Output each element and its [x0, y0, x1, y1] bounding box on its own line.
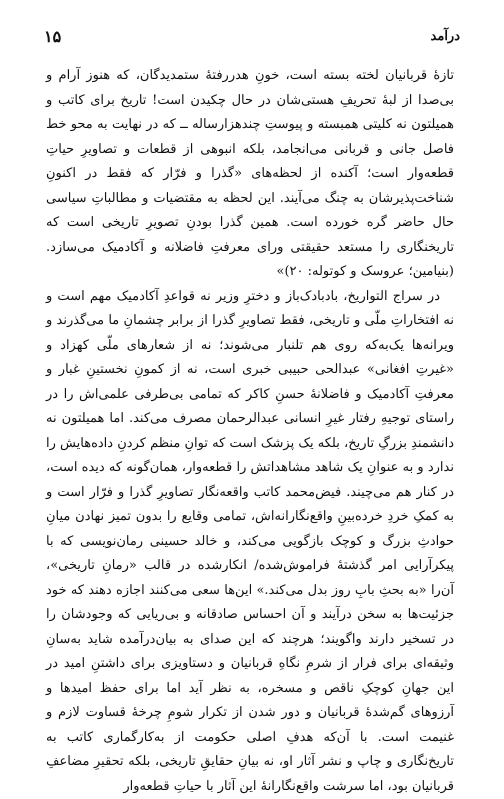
- running-head: درآمد: [431, 29, 460, 44]
- body-text: [46, 64, 454, 799]
- paragraph-main: در سراج التواریخ، بادبادک‌باز و دخترِ وزیر نه قواعدِ آکادمیک مهم است و نه افتخاراتِ ملّی و تاریخی، فقط تصاویرِ گذرا از برابر چشمانِ ما می‌گذرند و ویرانه‌ها یک‌به‌که روی هم تلنبار می‌شوند؛ نه از شعارهای ملّی کهزاد و «غیرتِ افغانی» عبدالحی حبیبی خبری است، نه از کمونِ نخستینِ غبار و معرفتِ آکادمیک و فاضلانهٔ حسنِ کاکر که تمامی بی‌طرفی علمی‌اش را در راستای توجیهِ رفتار غیرِ انسانی عبدالرحمان مصرف می‌کند. اما همیلتون نه دانشمندِ بزرگِ تاریخ، بلکه یک پزشک است که توانِ منظم کردنِ داده‌هایش را ندارد و به عنوانِ یک شاهد مشاهداتش را قطعه‌وار، همان‌گونه که دیده است، در کنار هم می‌چیند. فیض‌محمد کاتب واقعه‌نگار تصاویرِ گذرا و فرّار است و به کمکِ خردِ خرده‌بینِ واقع‌نگارانه‌اش، تمامی وقایع را بدون تمیز نهادن میانِ حوادثِ بزرگ و کوچک بازگویی می‌کند، و خالد حسینی رمان‌نویسی که با پیکرآرایی امر گذشتهٔ فراموش‌شده/ انکارشده در قالب «رمانِ تاریخی»، آن‌را «به بحثِ بابِ روز بدل می‌کند.» این‌ها سعی می‌کنند اجازه دهند که خود جزئیت‌ها به سخن درآیند و آن احساس صادقانه و بی‌ریایی که وجودشان را در تسخیر دارند واگویند؛ هرچند که این صدای به بیان‌درآمده شاید به‌سانِ وثیقه‌ای برای فرار از شرمِ نگاهِ قربانیان و دستاویزی برای داشتنِ امید در این جهانِ کوچکِ ناقص و مسخره، به نظر آید اما برای حفظ امیدها و آرزوهای گم‌شدهٔ قربانیان و دور شدن از تکرار شومِ چرخهٔ قساوت لازم و غنیمت است. با آن‌که هدفِ اصلی حکومت از به‌کارگماری کاتب به تاریخ‌نگاری و چاپ و نشر آثار او، نه بیانِ حقایقِ تاریخی، بلکه تحقیرِ مضاعفِ قربانیان بود، اما سرشت واقع‌نگارانهٔ این آثار با حیاتِ قطعه‌وار: [46, 285, 454, 799]
- page-number: ۱۵: [44, 27, 61, 46]
- page-header: [44, 26, 460, 46]
- paragraph-quote-continuation: تازهٔ قربانیان لخته بسته است، خونِ هدررفتهٔ ستمدیدگان، که هنوز آرام و بی‌صدا از لبهٔ تحریفِ هستی‌شان در حال چکیدن است! تاریخ برای کاتب و همیلتون نه کلیتی همبسته و پیوستِ چندهزارساله ــ که در نهایت به محو خط فاصل جانی و قربانی می‌انجامد، بلکه انبوهی از قطعات و تصاویرِ حیاتِ قطعه‌وار است؛ آکنده از لحظه‌های «گذرا و فرّار که فقط در اکنونِ شناخت‌پذیرشان به چنگ می‌آیند. این لحظه به مقتضیات و مطالباتِ سیاسی حال حاضر گره خورده است. همین گذرا بودنِ تصویرِ تاریخی است که تاریخنگاری را مستعد حقیقتی ورای معرفتِ فاضلانه و آکادمیک می‌سازد. (بنیامین؛ عروسک و کوتوله: ۲۰)»: [46, 64, 454, 285]
